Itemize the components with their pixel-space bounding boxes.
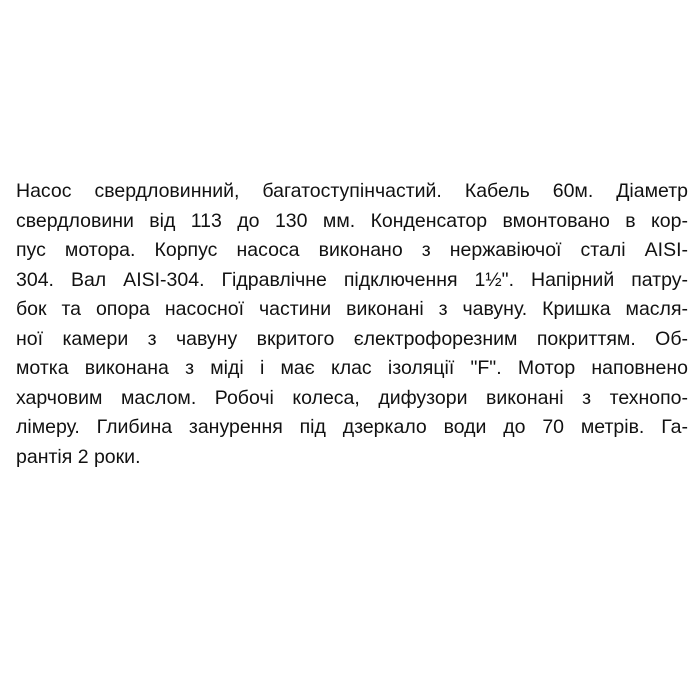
description-line-1: Насос свердловинний, багатоступінчастий. Кабель 60м. Діаметр xyxy=(16,180,688,202)
description-line-9: лімеру. Глибина занурення під дзеркало води до 70 метрів. Га- xyxy=(16,416,688,438)
description-line-5: бок та опора насосної частини виконані з чавуну. Кришка масля- xyxy=(16,298,688,320)
description-line-7: мотка виконана з міді і має клас ізоляції "F". Мотор наповнено xyxy=(16,357,688,379)
description-line-10: рантія 2 роки. xyxy=(16,445,141,468)
description-line-4: 304. Вал AISI-304. Гідравлічне підключення 1½". Напірний патру- xyxy=(16,268,688,291)
description-line-8: харчовим маслом. Робочі колеса, дифузори виконані з технопо- xyxy=(16,386,688,409)
description-line-2: свердловини від 113 до 130 мм. Конденсатор вмонтовано в кор- xyxy=(16,209,688,232)
product-description xyxy=(16,177,688,472)
description-line-6: ної камери з чавуну вкритого єлектрофорезним покриттям. Об- xyxy=(16,327,688,350)
description-line-3: пус мотора. Корпус насоса виконано з нержавіючої сталі AISI- xyxy=(16,239,688,261)
